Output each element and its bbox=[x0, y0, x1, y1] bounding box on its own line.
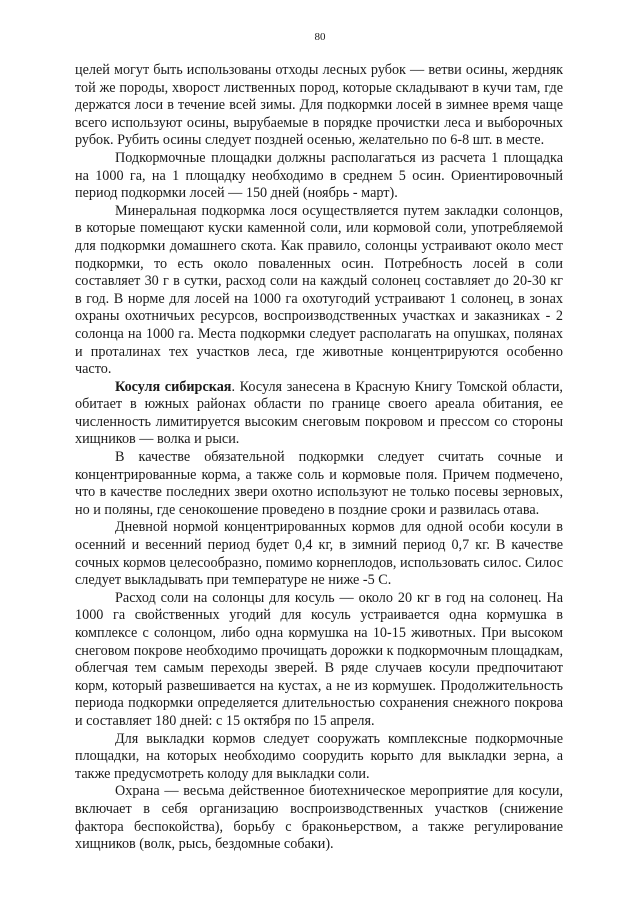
paragraph: В качестве обязательной подкормки следует считать сочные и концентрированные корма, а также соль и кормовые поля. Причем подмечено, что в качестве последних звери охотно используют не только посевы зерновых, но и поляны, где сенокошение проведено в поздние сроки и развилась отава. bbox=[75, 449, 563, 518]
paragraph: целей могут быть использованы отходы лесных рубок — ветви осины, жердняк той же породы, хворост лиственных пород, которые складывают в кучи там, где держатся лоси в течение всей зимы. Для подкормки лосей в зимнее время чаще всего используют осины, вырубаемые в порядке прочистки леса и выборочных рубок. Рубить осины следует поздней осенью, желательно по 6-8 шт. в месте. bbox=[75, 62, 563, 149]
paragraph: Расход соли на солонцы для косуль — около 20 кг в год на солонец. На 1000 га свойственных угодий для косуль устраивается одна кормушка в комплексе с солонцом, либо одна кормушка на 10-15 животных. При высоком снеговом покрове необходимо прочищать дорожки к подкормочным площадкам, облегчая тем самым переходы зверей. В ряде случаев косули предпочитают корм, который развешивается на кустах, а не из кормушек. Продолжительность периода подкормки определяется длительностью сохранения снежного покрова и составляет 180 дней: с 15 октября по 15 апреля. bbox=[75, 589, 563, 729]
paragraph: Минеральная подкормка лося осуществляется путем закладки солонцов, в которые помещают куски каменной соли, или кормовой соли, употребляемой для подкормки домашнего скота. Как правило, солонцы устраивают около мест подкормки, то есть около поваленных осин. Потребность лосей в соли составляет 30 г в сутки, расход соли на каждый солонец составляет до 20-30 кг в год. В норме для лосей на 1000 га охотугодий устраивают 1 солонец, в зонах охраны охотничьих ресурсов, воспроизводственных участках и заказниках - 2 солонца на 1000 га. Места подкормки следует располагать на опушках, полянах и проталинах тех участков леса, где животные концентрируются особенно часто. bbox=[75, 202, 563, 378]
paragraph: Дневной нормой концентрированных кормов для одной особи косули в осенний и весенний период будет 0,4 кг, в зимний период 0,7 кг. В качестве сочных кормов целесообразно, помимо корнеплодов, использовать силос. Силос следует выкладывать при температуре не ниже -5 С. bbox=[75, 519, 563, 589]
paragraph: Подкормочные площадки должны располагаться из расчета 1 площадка на 1000 га, на 1 площадку необходимо в среднем 5 осин. Ориентировочный период подкормки лосей — 150 дней (ноябрь - март). bbox=[75, 149, 563, 202]
paragraph: Для выкладки кормов следует сооружать комплексные подкормочные площадки, на которых необходимо соорудить корыто для выкладки зерна, а также предусмотреть колоду для выкладки соли. bbox=[75, 730, 563, 782]
section-heading: Косуля сибирская bbox=[115, 378, 232, 395]
paragraph-text: . Косуля занесена в Красную Книгу Томской области, обитает в южных районах области по границе своего ареала обитания, ее численность лимитируется высоким снеговым покровом и прессом со стороны хищников — волка и рыси. bbox=[75, 378, 563, 448]
page-number: 80 bbox=[314, 31, 326, 43]
paragraph-roe-deer bbox=[75, 379, 563, 449]
paragraph: Охрана — весьма действенное биотехническое мероприятие для косули, включает в себя организацию воспроизводственных участков (снижение фактора беспокойства), борьбу с браконьерством, а также регулирование хищников (волк, рысь, бездомные собаки). bbox=[75, 783, 563, 853]
document-body bbox=[75, 62, 563, 854]
